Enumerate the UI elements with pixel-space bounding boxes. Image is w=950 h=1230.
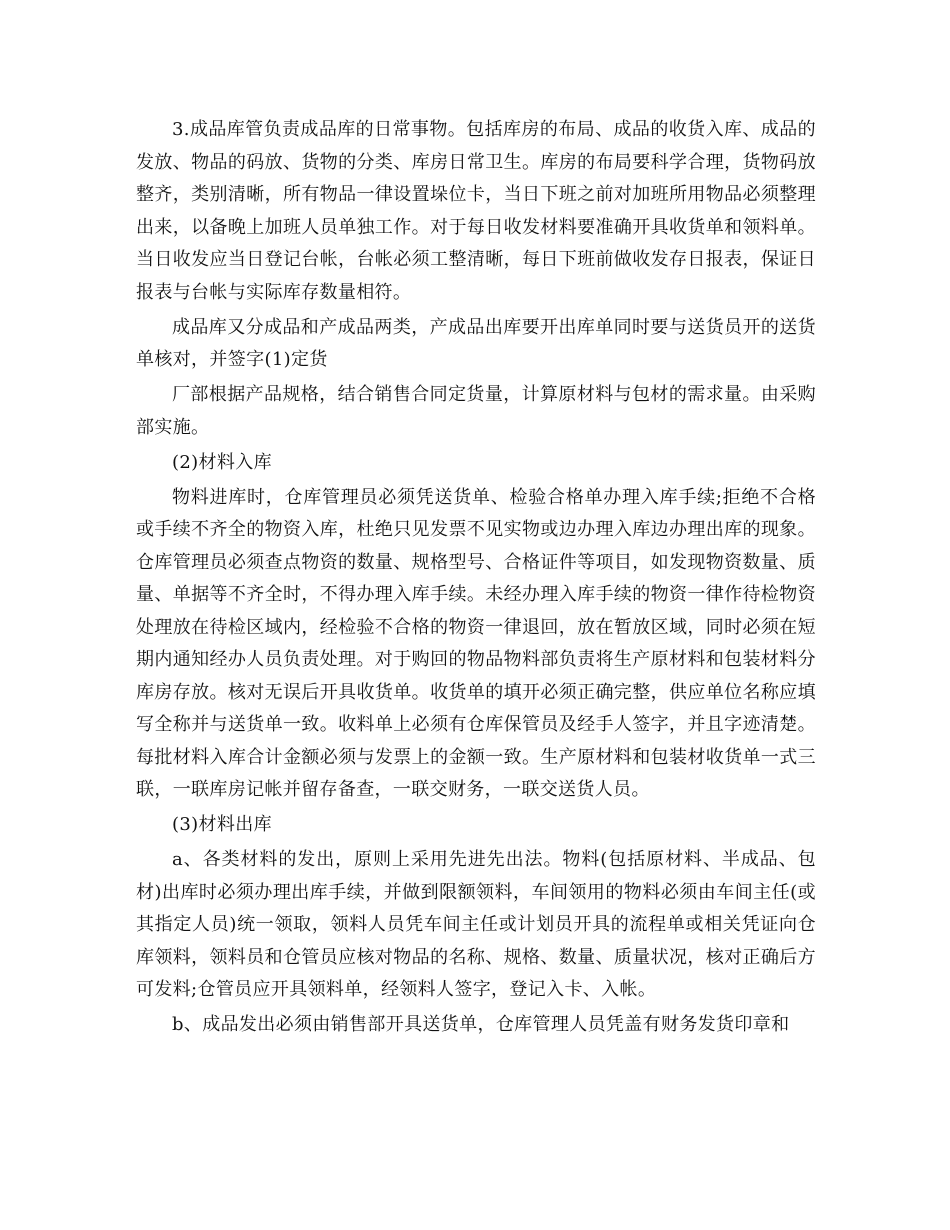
heading-material-inbound: (2)材料入库	[172, 451, 272, 473]
paragraph-finished-goods-duties: 3.成品库管负责成品库的日常事物。包括库房的布局、成品的收货入库、成品的发放、物品的码放、货物的分类、库房日常卫生。库房的布局要科学合理，货物码放整齐，类别清晰，所有物品一律设置垛位卡，当日下班之前对加班所用物品必须整理出来，以备晚上加班人员单独工作。对于每日收发材料要准确开具收货单和领料单。当日收发应当日登记台帐，台帐必须工整清晰，每日下班前做收发存日报表，保证日报表与台帐与实际库存数量相符。	[136, 119, 816, 303]
paragraph-material-inbound: 物料进库时，仓库管理员必须凭送货单、检验合格单办理入库手续;拒绝不合格或手续不齐全的物资入库，杜绝只见发票不见实物或边办理入库边办理出库的现象。仓库管理员必须查点物资的数量、规格型号、合格证件等项目，如发现物资数量、质量、单据等不齐全时，不得办理入库手续。未经办理入库手续的物资一律作待检物资处理放在待检区域内，经检验不合格的物资一律退回，放在暂放区域，同时必须在短期内通知经办人员负责处理。对于购回的物品物料部负责将生产原材料和包装材料分库房存放。核对无误后开具收货单。收货单的填开必须正确完整，供应单位名称应填写全称并与送货单一致。收料单上必须有仓库保管员及经手人签字，并且字迹清楚。每批材料入库合计金额必须与发票上的金额一致。生产原材料和包装材收货单一式三联，一联库房记帐并留存备查，一联交财务，一联交送货人员。	[136, 486, 816, 800]
paragraph-material-outbound-a: a、各类材料的发出，原则上采用先进先出法。物料(包括原材料、半成品、包材)出库时必须办理出库手续，并做到限额领料，车间领用的物料必须由车间主任(或其指定人员)统一领取，领料人员凭车间主任或计划员开具的流程单或相关凭证向仓库领料，领料员和仓管员应核对物品的名称、规格、数量、质量状况，核对正确后方可发料;仓管员应开具领料单，经领料人签字，登记入卡、入帐。	[136, 849, 817, 1000]
heading-material-outbound: (3)材料出库	[172, 814, 272, 835]
paragraph-material-outbound-b: b、成品发出必须由销售部开具送货单，仓库管理人员凭盖有财务发货印章和	[172, 1014, 790, 1035]
document-body	[136, 114, 816, 1044]
paragraph-ordering: 厂部根据产品规格，结合销售合同定货量，计算原材料与包材的需求量。由采购部实施。	[136, 384, 816, 438]
paragraph-finished-goods-types: 成品库又分成品和产成品两类，产成品出库要开出库单同时要与送货员开的送货单核对，并签字(1)定货	[136, 316, 816, 370]
